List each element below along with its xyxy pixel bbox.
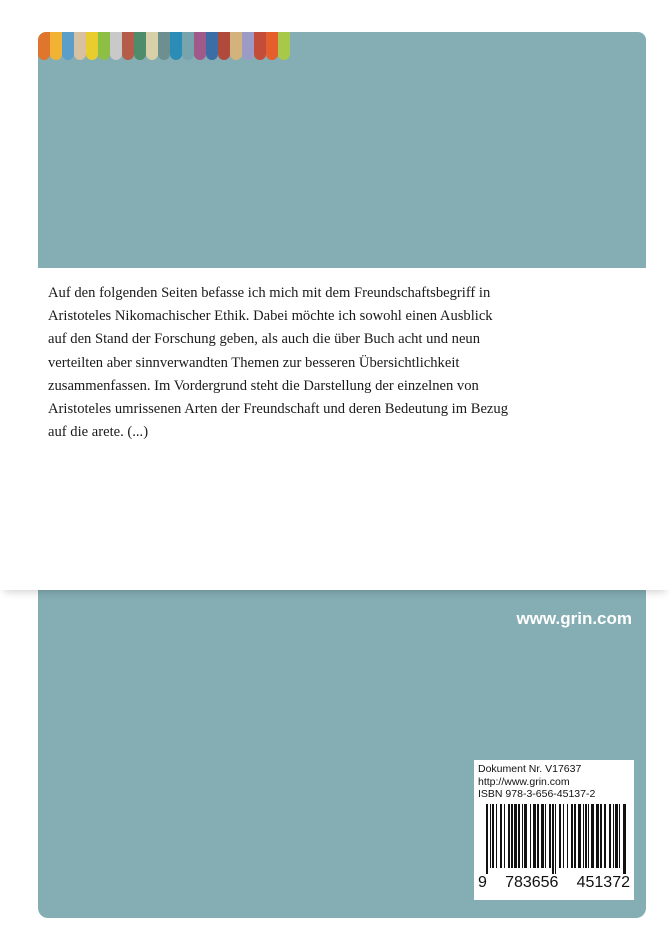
- barcode-bar: [524, 804, 527, 868]
- barcode-bar: [604, 804, 606, 868]
- barcode-bar: [567, 804, 568, 868]
- top-color-panel: [38, 32, 646, 268]
- barcode-bar: [508, 804, 510, 868]
- barcode-bar: [619, 804, 620, 868]
- barcode-bar: [563, 804, 564, 868]
- barcode-bar: [530, 804, 531, 868]
- color-stripe: [194, 32, 206, 60]
- barcode-bar: [533, 804, 536, 868]
- color-stripe: [86, 32, 98, 60]
- barcode-bar: [504, 804, 505, 868]
- barcode-bar: [623, 804, 626, 874]
- barcode-bar: [585, 804, 587, 868]
- color-stripe: [206, 32, 218, 60]
- color-stripe: [182, 32, 194, 60]
- color-stripe: [98, 32, 110, 60]
- color-stripe: [266, 32, 278, 60]
- barcode-bar: [541, 804, 544, 868]
- color-stripe: [158, 32, 170, 60]
- color-stripe: [170, 32, 182, 60]
- color-stripe: [254, 32, 266, 60]
- barcode-icon: [478, 804, 630, 874]
- color-stripe: [218, 32, 230, 60]
- isbn-label: ISBN 978-3-656-45137-2: [478, 788, 596, 800]
- barcode-bar: [522, 804, 523, 868]
- barcode-bar: [571, 804, 573, 868]
- barcode-bar: [578, 804, 581, 868]
- barcode-bar: [555, 804, 556, 874]
- imprint-info: [478, 763, 595, 801]
- barcode-bar: [545, 804, 546, 868]
- imprint-url: http://www.grin.com: [478, 775, 570, 788]
- barcode-bar: [486, 804, 488, 874]
- color-stripe: [134, 32, 146, 60]
- color-stripe: [38, 32, 50, 60]
- barcode-bar: [514, 804, 517, 868]
- barcode-bar: [559, 804, 561, 868]
- color-stripe: [230, 32, 242, 60]
- barcode-bar: [615, 804, 618, 868]
- color-stripe: [50, 32, 62, 60]
- color-stripe: [110, 32, 122, 60]
- barcode-bar: [518, 804, 520, 868]
- barcode-digits: [478, 874, 630, 892]
- barcode-bar: [588, 804, 589, 868]
- barcode-bar: [596, 804, 599, 868]
- barcode-bar: [574, 804, 576, 868]
- barcode-digit-group: 783656: [505, 874, 559, 891]
- barcode-bar: [583, 804, 584, 868]
- barcode-bar: [496, 804, 497, 868]
- book-description: Auf den folgenden Seiten befasse ich mich mit dem Freundschaftsbegriff in Aristoteles Nikomachischer Ethik. Dabei möchte ich sowohl einen Ausblick auf den Stand der Forschung geben, als auch die über Buch acht und neun verteilten aber sinnverwandten Themen zur besseren Übersichtlichkeit zusammenfassen. Im Vordergrund steht die Darstellung der einzelnen von Aristoteles umrissenen Arten der Freundschaft und deren Bedeutung im Bezug auf die arete. (...): [48, 285, 508, 441]
- barcode-bar: [609, 804, 611, 868]
- publisher-url[interactable]: www.grin.com: [516, 609, 632, 628]
- barcode-bar: [492, 804, 494, 868]
- barcode-bar: [549, 804, 551, 868]
- barcode-digit-group: 451372: [576, 874, 630, 891]
- document-number: Dokument Nr. V17637: [478, 763, 582, 775]
- barcode-bar: [511, 804, 513, 868]
- color-stripe: [146, 32, 158, 60]
- barcode-bar: [613, 804, 614, 868]
- barcode-bar: [591, 804, 594, 868]
- color-stripe-banner: [38, 32, 290, 60]
- color-stripe: [62, 32, 74, 60]
- barcode-bar: [500, 804, 502, 868]
- barcode-bar: [537, 804, 539, 868]
- color-stripe: [278, 32, 290, 60]
- color-stripe: [122, 32, 134, 60]
- barcode-bar: [490, 804, 491, 868]
- barcode-digit-group: 9: [478, 874, 487, 891]
- barcode-bar: [552, 804, 554, 874]
- color-stripe: [242, 32, 254, 60]
- color-stripe: [74, 32, 86, 60]
- barcode-bar: [600, 804, 602, 868]
